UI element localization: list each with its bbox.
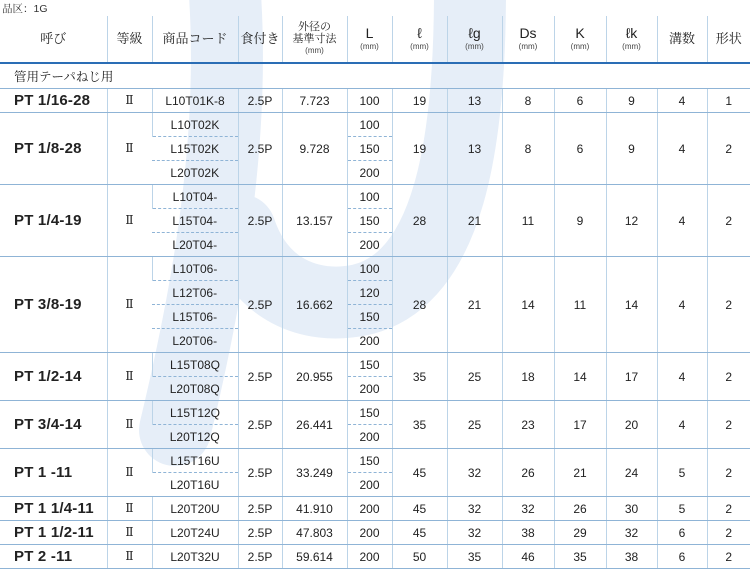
flutes-cell: 6 [657,521,707,545]
length-cell: 150 [347,401,392,425]
lg-cell: 13 [447,113,502,185]
length-cell: 100 [347,113,392,137]
header-code: 商品コード [152,16,238,63]
length-cell: 200 [347,497,392,521]
length-cell: 150 [347,353,392,377]
table-row [0,545,750,569]
header-grade: 等級 [107,16,152,63]
ell-cell: 35 [392,401,447,449]
bite-cell: 2.5P [238,449,282,497]
thread-size: PT 1/8-28 [0,113,107,185]
bite-cell: 2.5P [238,113,282,185]
table-row [0,257,750,281]
lk-cell: 12 [606,185,657,257]
grade-cell: Ⅱ [107,353,152,401]
product-code: L10T01K-8 [152,89,238,113]
lg-cell: 25 [447,401,502,449]
lk-cell: 9 [606,89,657,113]
diameter-cell: 33.249 [282,449,347,497]
product-code: L20T12Q [152,425,238,449]
table-row [0,113,750,137]
grade-cell: Ⅱ [107,401,152,449]
k-cell: 29 [554,521,606,545]
product-code: L15T06- [152,305,238,329]
header-k [554,16,606,63]
bite-cell: 2.5P [238,545,282,569]
lg-cell: 32 [447,521,502,545]
k-cell: 6 [554,113,606,185]
product-code: L15T04- [152,209,238,233]
header-length-label: L [365,25,374,42]
thread-size: PT 1/4-19 [0,185,107,257]
k-cell: 11 [554,257,606,353]
lg-cell: 32 [447,449,502,497]
thread-size: PT 3/4-14 [0,401,107,449]
header-lk [606,16,657,63]
lg-cell: 13 [447,89,502,113]
header-ds [502,16,554,63]
grade-cell: Ⅱ [107,497,152,521]
header-lg [447,16,502,63]
product-code: L15T16U [152,449,238,473]
diameter-cell: 13.157 [282,185,347,257]
flutes-cell: 4 [657,353,707,401]
bite-cell: 2.5P [238,353,282,401]
grade-cell: Ⅱ [107,449,152,497]
diameter-cell: 9.728 [282,113,347,185]
table-row [0,449,750,473]
thread-size: PT 2 -11 [0,545,107,569]
header-diameter-unit: (mm) [305,46,324,56]
product-code: L10T02K [152,113,238,137]
length-cell: 200 [347,545,392,569]
product-code: L15T02K [152,137,238,161]
header-row [0,16,750,63]
lg-cell: 35 [447,545,502,569]
header-lg-label: ℓg [468,25,481,42]
ds-cell: 11 [502,185,554,257]
lg-cell: 21 [447,257,502,353]
lk-cell: 9 [606,113,657,185]
k-cell: 21 [554,449,606,497]
header-flutes: 溝数 [657,16,707,63]
header-length-unit: (mm) [360,42,379,52]
ds-cell: 18 [502,353,554,401]
table-row [0,401,750,425]
thread-size: PT 1/2-14 [0,353,107,401]
k-cell: 26 [554,497,606,521]
header-diameter [282,16,347,63]
diameter-cell: 47.803 [282,521,347,545]
ell-cell: 28 [392,257,447,353]
product-code: L12T06- [152,281,238,305]
bite-cell: 2.5P [238,89,282,113]
ds-cell: 8 [502,113,554,185]
shape-cell: 2 [707,257,750,353]
flutes-cell: 5 [657,449,707,497]
length-cell: 200 [347,233,392,257]
product-code: L10T06- [152,257,238,281]
diameter-cell: 20.955 [282,353,347,401]
k-cell: 35 [554,545,606,569]
length-cell: 100 [347,89,392,113]
grade-cell: Ⅱ [107,257,152,353]
bite-cell: 2.5P [238,401,282,449]
length-cell: 150 [347,209,392,233]
header-ell-unit: (mm) [410,42,429,52]
header-lk-label: ℓk [625,25,638,42]
shape-cell: 2 [707,185,750,257]
ell-cell: 50 [392,545,447,569]
lk-cell: 20 [606,401,657,449]
header-k-label: K [575,25,585,42]
length-cell: 200 [347,473,392,497]
lk-cell: 17 [606,353,657,401]
lk-cell: 32 [606,521,657,545]
header-ds-unit: (mm) [518,42,538,52]
shape-cell: 2 [707,497,750,521]
length-cell: 200 [347,161,392,185]
bite-cell: 2.5P [238,257,282,353]
header-diameter-line2: 基準寸法 [292,32,337,45]
k-cell: 6 [554,89,606,113]
thread-size: PT 1 1/4-11 [0,497,107,521]
length-cell: 200 [347,329,392,353]
header-k-unit: (mm) [570,42,590,52]
product-code: L20T06- [152,329,238,353]
ell-cell: 28 [392,185,447,257]
lg-cell: 32 [447,497,502,521]
diameter-cell: 41.910 [282,497,347,521]
shape-cell: 1 [707,89,750,113]
ds-cell: 32 [502,497,554,521]
header-ds-label: Ds [519,25,537,42]
ell-cell: 45 [392,449,447,497]
flutes-cell: 6 [657,545,707,569]
flutes-cell: 4 [657,89,707,113]
length-cell: 100 [347,257,392,281]
bite-cell: 2.5P [238,185,282,257]
ell-cell: 45 [392,497,447,521]
category-caption: 品区：1G [2,3,48,15]
k-cell: 17 [554,401,606,449]
ell-cell: 19 [392,89,447,113]
thread-size: PT 1/16-28 [0,89,107,113]
product-code: L10T04- [152,185,238,209]
length-cell: 200 [347,425,392,449]
header-yobi: 呼び [0,16,107,63]
length-cell: 100 [347,185,392,209]
table-row [0,353,750,377]
ds-cell: 26 [502,449,554,497]
diameter-cell: 59.614 [282,545,347,569]
spec-table [0,16,750,569]
lk-cell: 24 [606,449,657,497]
flutes-cell: 4 [657,185,707,257]
header-ell-label: ℓ [417,25,422,42]
k-cell: 9 [554,185,606,257]
grade-cell: Ⅱ [107,185,152,257]
table-row [0,497,750,521]
section-label: 管用テーパねじ用 [0,63,750,89]
flutes-cell: 4 [657,257,707,353]
ds-cell: 8 [502,89,554,113]
length-cell: 150 [347,137,392,161]
table-row [0,185,750,209]
length-cell: 120 [347,281,392,305]
thread-size: PT 1 -11 [0,449,107,497]
thread-size: PT 1 1/2-11 [0,521,107,545]
ds-cell: 14 [502,257,554,353]
ell-cell: 35 [392,353,447,401]
grade-cell: Ⅱ [107,545,152,569]
lk-cell: 14 [606,257,657,353]
diameter-cell: 7.723 [282,89,347,113]
header-shape: 形状 [707,16,750,63]
header-diameter-line1: 外径の [298,21,331,34]
ell-cell: 19 [392,113,447,185]
product-code: L20T32U [152,545,238,569]
ds-cell: 38 [502,521,554,545]
flutes-cell: 4 [657,401,707,449]
diameter-cell: 26.441 [282,401,347,449]
ds-cell: 23 [502,401,554,449]
header-bite: 食付き [238,16,282,63]
product-code: L20T24U [152,521,238,545]
length-cell: 200 [347,377,392,401]
shape-cell: 2 [707,113,750,185]
product-code: L20T16U [152,473,238,497]
lg-cell: 21 [447,185,502,257]
diameter-cell: 16.662 [282,257,347,353]
bite-cell: 2.5P [238,497,282,521]
length-cell: 150 [347,449,392,473]
table-row [0,89,750,113]
k-cell: 14 [554,353,606,401]
flutes-cell: 5 [657,497,707,521]
section-row [0,63,750,89]
grade-cell: Ⅱ [107,113,152,185]
length-cell: 200 [347,521,392,545]
header-ell [392,16,447,63]
shape-cell: 2 [707,353,750,401]
shape-cell: 2 [707,449,750,497]
flutes-cell: 4 [657,113,707,185]
ds-cell: 46 [502,545,554,569]
product-code: L20T04- [152,233,238,257]
lk-cell: 30 [606,497,657,521]
bite-cell: 2.5P [238,521,282,545]
header-lg-unit: (mm) [465,42,484,52]
shape-cell: 2 [707,401,750,449]
grade-cell: Ⅱ [107,521,152,545]
product-code: L15T08Q [152,353,238,377]
product-code: L20T02K [152,161,238,185]
product-code: L20T20U [152,497,238,521]
lk-cell: 38 [606,545,657,569]
shape-cell: 2 [707,521,750,545]
header-length [347,16,392,63]
grade-cell: Ⅱ [107,89,152,113]
lg-cell: 25 [447,353,502,401]
table-row [0,521,750,545]
header-lk-unit: (mm) [622,42,641,52]
product-code: L20T08Q [152,377,238,401]
product-code: L15T12Q [152,401,238,425]
ell-cell: 45 [392,521,447,545]
thread-size: PT 3/8-19 [0,257,107,353]
shape-cell: 2 [707,545,750,569]
length-cell: 150 [347,305,392,329]
